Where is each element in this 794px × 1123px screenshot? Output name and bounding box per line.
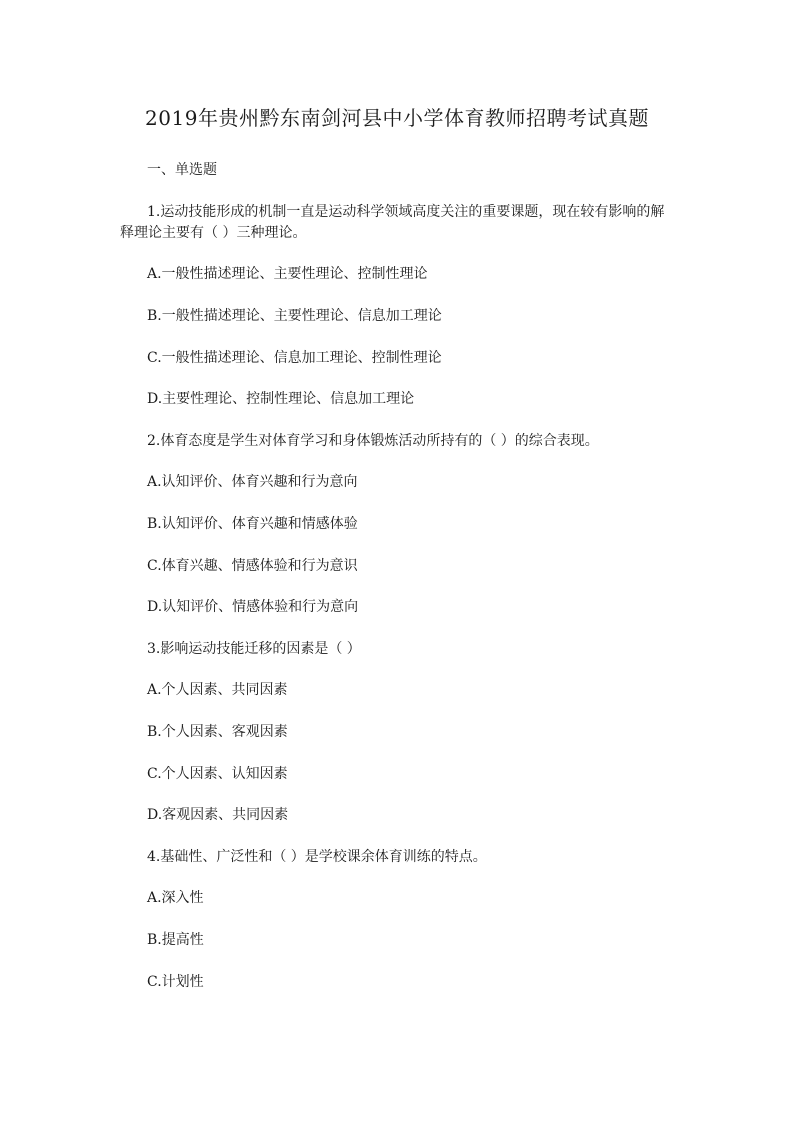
question-1-option-a: A.一般性描述理论、主要性理论、控制性理论 <box>147 266 428 282</box>
question-4-option-c: C.计划性 <box>147 974 204 990</box>
question-2-option-a: A.认知评价、体育兴趣和行为意向 <box>147 474 358 490</box>
question-1-stem: 1.运动技能形成的机制一直是运动科学领域高度关注的重要课题，现在较有影响的解 <box>147 204 665 220</box>
question-4-option-a: A.深入性 <box>147 890 204 906</box>
question-2-stem: 2.体育态度是学生对体育学习和身体锻炼活动所持有的（ ）的综合表现。 <box>147 433 599 449</box>
question-2-option-c: C.体育兴趣、情感体验和行为意识 <box>147 558 358 574</box>
question-1-option-c: C.一般性描述理论、信息加工理论、控制性理论 <box>147 350 442 366</box>
question-2-option-b: B.认知评价、体育兴趣和情感体验 <box>147 516 358 532</box>
question-4-option-b: B.提高性 <box>147 932 204 948</box>
section-heading: 一、单选题 <box>147 162 217 178</box>
question-3-option-d: D.客观因素、共同因素 <box>147 807 289 823</box>
question-1-option-d: D.主要性理论、控制性理论、信息加工理论 <box>147 391 415 407</box>
question-1-stem-continued: 释理论主要有（ ）三种理论。 <box>120 225 307 241</box>
question-3-option-a: A.个人因素、共同因素 <box>147 682 288 698</box>
question-1-option-b: B.一般性描述理论、主要性理论、信息加工理论 <box>147 308 442 324</box>
question-2-option-d: D.认知评价、情感体验和行为意向 <box>147 599 359 615</box>
question-3-option-b: B.个人因素、客观因素 <box>147 724 288 740</box>
question-4-stem: 4.基础性、广泛性和（ ）是学校课余体育训练的特点。 <box>147 849 487 865</box>
page-title: 2019年贵州黔东南剑河县中小学体育教师招聘考试真题 <box>145 106 649 130</box>
question-3-stem: 3.影响运动技能迁移的因素是（ ） <box>147 641 361 657</box>
question-3-option-c: C.个人因素、认知因素 <box>147 766 288 782</box>
